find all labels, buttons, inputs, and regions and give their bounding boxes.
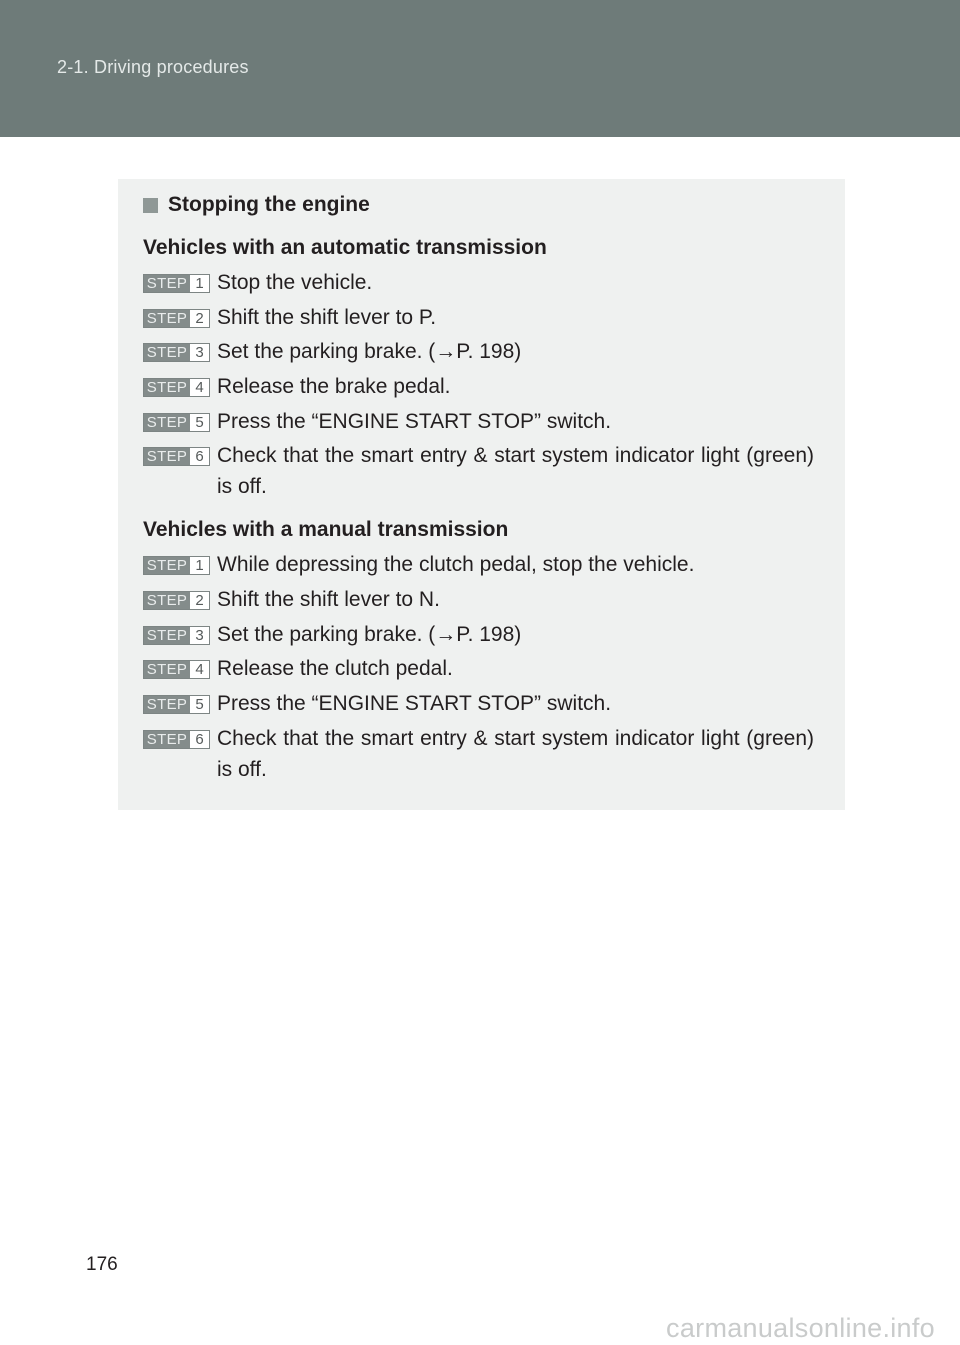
step-text: Stop the vehicle.: [217, 271, 373, 294]
step-badge: STEP 1: [143, 556, 210, 575]
manual-step-6: [143, 727, 814, 785]
step-text: Release the clutch pedal.: [217, 657, 453, 680]
section-title: [143, 193, 370, 217]
step-text: Set the parking brake. (→P. 198): [217, 340, 522, 363]
step-text: Set the parking brake. (→P. 198): [217, 623, 522, 646]
page-number: 176: [86, 1254, 118, 1275]
step-badge: STEP 5: [143, 413, 210, 432]
step-text: Release the brake pedal.: [217, 375, 451, 398]
step-text: Shift the shift lever to N.: [217, 588, 440, 611]
step-badge: STEP 4: [143, 378, 210, 397]
step-badge: STEP 2: [143, 591, 210, 610]
step-badge: STEP 6: [143, 447, 210, 466]
auto-step-3: [143, 340, 814, 367]
manual-step-3: [143, 623, 814, 650]
step-text: Press the “ENGINE START STOP” switch.: [217, 410, 612, 433]
step-badge: STEP 6: [143, 730, 210, 749]
manual-heading: Vehicles with a manual transmission: [143, 518, 509, 541]
manual-step-5: [143, 692, 814, 719]
step-text: Check that the smart entry & start system indicator light (green) is off.: [217, 444, 814, 498]
step-text: Press the “ENGINE START STOP” switch.: [217, 692, 612, 715]
step-badge: STEP 2: [143, 309, 210, 328]
section-title-text: Stopping the engine: [168, 193, 370, 216]
step-badge: STEP 3: [143, 626, 210, 645]
step-badge: STEP 4: [143, 660, 210, 679]
step-badge: STEP 5: [143, 695, 210, 714]
auto-step-1: [143, 271, 814, 298]
section-breadcrumb: 2-1. Driving procedures: [57, 57, 249, 77]
step-text: Shift the shift lever to P.: [217, 306, 437, 329]
auto-step-4: [143, 375, 814, 402]
page-header: [0, 0, 960, 137]
step-text: While depressing the clutch pedal, stop the vehicle.: [217, 553, 695, 576]
square-bullet-icon: [143, 198, 158, 213]
auto-step-5: [143, 410, 814, 437]
auto-step-2: [143, 306, 814, 333]
manual-step-4: [143, 657, 814, 684]
manual-step-1: [143, 553, 814, 580]
manual-step-2: [143, 588, 814, 615]
step-badge: STEP 3: [143, 343, 210, 362]
automatic-heading: Vehicles with an automatic transmission: [143, 236, 547, 259]
step-badge: STEP 1: [143, 274, 210, 293]
watermark: carmanualsonline.info: [666, 1313, 935, 1343]
step-text: Check that the smart entry & start system indicator light (green) is off.: [217, 727, 814, 781]
auto-step-6: [143, 444, 814, 502]
